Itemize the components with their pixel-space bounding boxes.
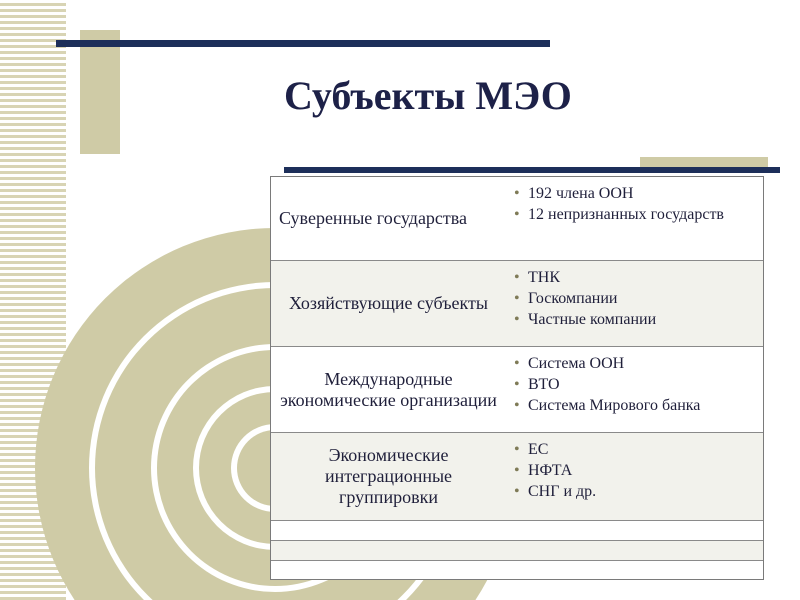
slide-title: Субъекты МЭО: [284, 73, 572, 118]
list-item: • ТНК: [512, 267, 759, 288]
table-row: [271, 177, 763, 261]
row-label: Международные экономические организации: [280, 368, 497, 410]
table-row: [271, 433, 763, 521]
list-item: • СНГ и др.: [512, 481, 759, 502]
bullet-list: [506, 433, 763, 520]
table-row: [271, 261, 763, 347]
list-item: • 12 непризнанных государств: [512, 204, 759, 225]
list-item: • ЕС: [512, 439, 759, 460]
list-item: • Частные компании: [512, 309, 759, 330]
row-label: Экономические интеграционные группировки: [324, 445, 453, 507]
list-item: • Система ООН: [512, 353, 759, 374]
bullet-list: [506, 177, 763, 260]
list-item: • НФТА: [512, 460, 759, 481]
list-item: • Госкомпании: [512, 288, 759, 309]
list-item: • Система Мирового банка: [512, 395, 759, 416]
subjects-table: [270, 176, 764, 580]
table-row-empty: [271, 561, 763, 579]
header-rule: [284, 167, 780, 173]
table-row: [271, 347, 763, 433]
row-label: Хозяйствующие субъекты: [288, 293, 489, 313]
bullet-list: [506, 347, 763, 432]
table-row-empty: [271, 541, 763, 561]
table-row-empty: [271, 521, 763, 541]
bullet-list: [506, 261, 763, 346]
row-label: Суверенные государства: [279, 208, 468, 228]
list-item: • ВТО: [512, 374, 759, 395]
list-item: • 192 члена ООН: [512, 183, 759, 204]
